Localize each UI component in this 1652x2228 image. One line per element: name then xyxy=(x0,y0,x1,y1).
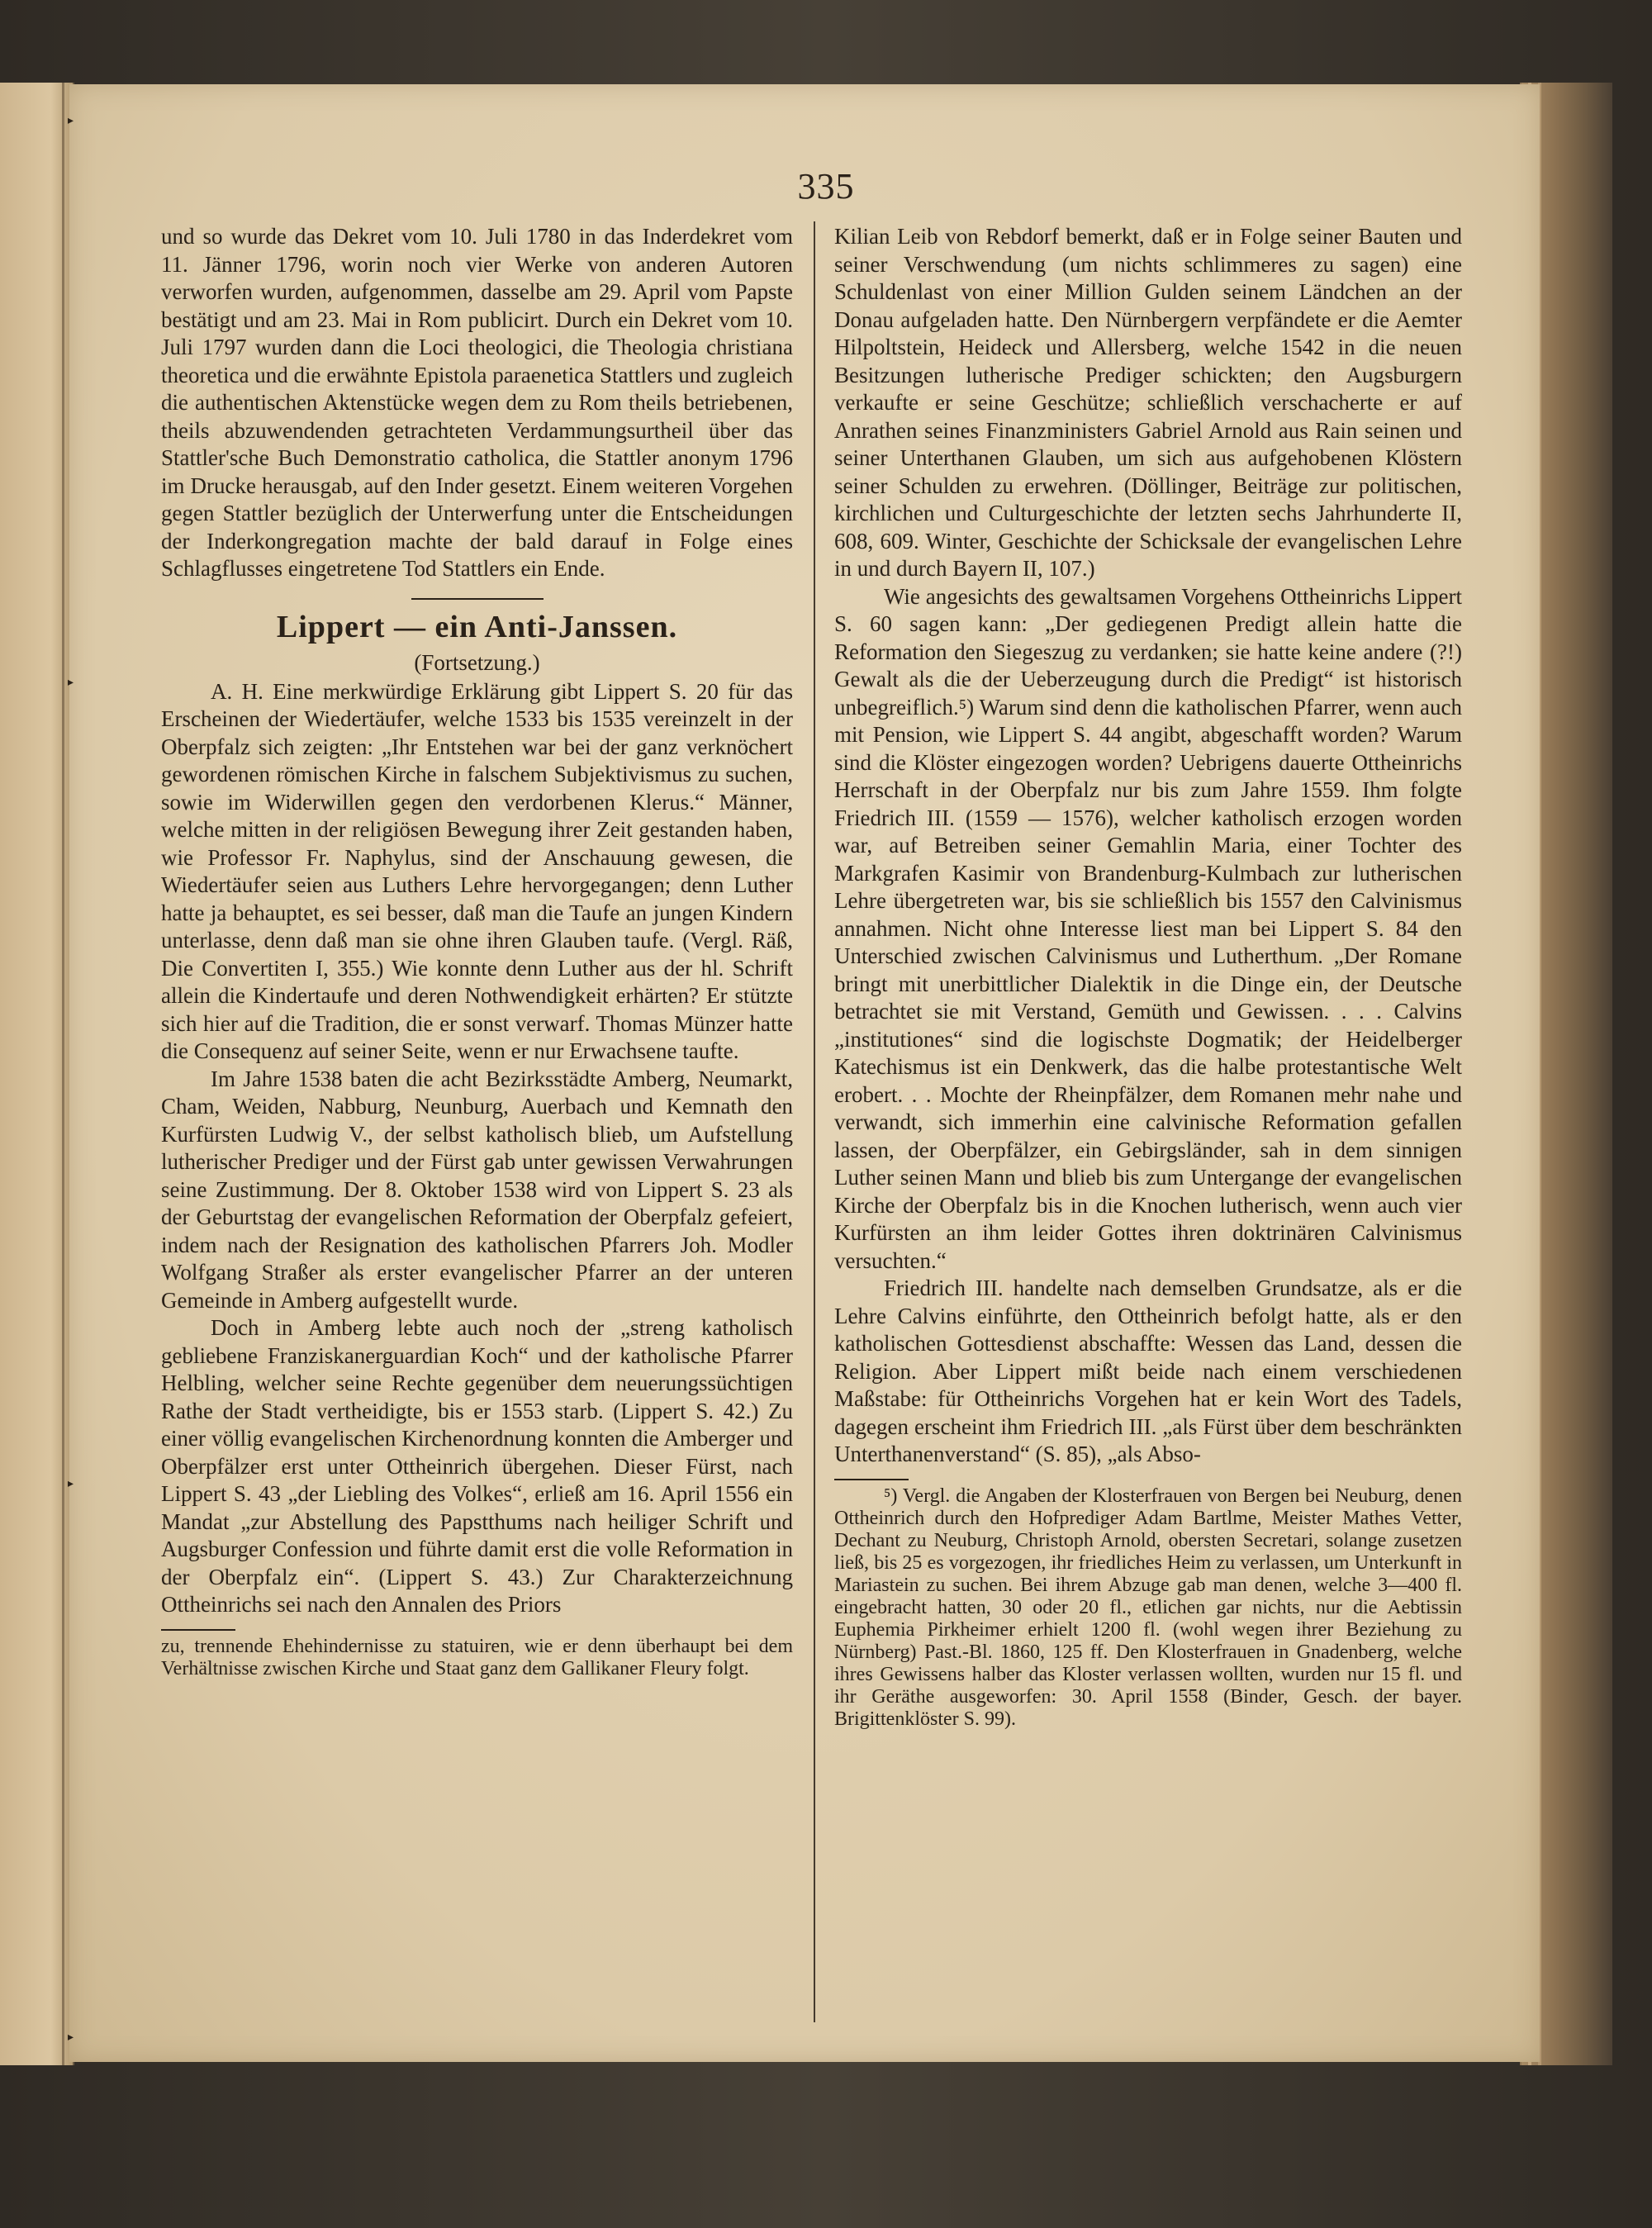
footnote-rule xyxy=(834,1479,909,1480)
paragraph: Doch in Amberg lebte auch noch der „streng katholisch gebliebene Franziskanerguardian Koch“ und der katholische Pfarrer Helbling, welcher seine Rechte gegenüber dem neuerungssüchtigen Rathe der Stadt vertheidigte, bis er 1553 starb. (Lippert S. 42.) Zu einer völlig evangelischen Kirchenordnung konnten die Amberger und Oberpfälzer erst unter Ottheinrich übergehen. Dieser Fürst, nach Lippert S. 43 „der Liebling des Volkes“, erließ am 16. April 1556 ein Mandat „zur Abstellung des Papstthums nach heiliger Schrift und Augsburger Confession und führte damit erst die volle Reformation in der Oberpfalz ein“. (Lippert S. 43.) Zur Charakterzeichnung Ottheinrichs sei nach den Annalen des Priors xyxy=(161,1315,793,1617)
paragraph: A. H. Eine merkwürdige Erklärung gibt Lippert S. 20 für das Erscheinen der Wiedertäufer, welche 1533 bis 1535 vereinzelt in der Oberpfalz sich zeigten: „Ihr Entstehen war bei der ganz verknöchert gewordenen römischen Kirche in falschem Subjektivismus zu suchen, sowie im Widerwillen gegen den verdorbenen Klerus.“ Männer, welche mitten in der religiösen Bewegung ihrer Zeit gestanden haben, wie Professor Fr. Naphylus, sind der Anschauung gewesen, die Wiedertäufer seien aus Luthers Lehre hervorgegangen; denn Luther hatte ja behauptet, es sei besser, daß man die Taufe an jungen Kindern unterlasse, denn daß man sie ohne ihren Glauben taufe. (Vergl. Räß, Die Convertiten I, 355.) Wie konnte denn Luther aus der hl. Schrift allein die Kindertaufe und deren Nothwendigkeit erhärten? Er stützte sich hier auf die Tradition, die er sonst verwarf. Thomas Münzer hatte die Consequenz auf seiner Seite, wenn er nur Erwachsene taufte. xyxy=(161,678,793,1063)
page-number: 335 xyxy=(797,166,855,207)
section-title: Lippert — ein Anti-Janssen. xyxy=(276,609,678,644)
binding-thread-mark: ▸ xyxy=(68,1477,74,1490)
left-column xyxy=(161,223,793,1680)
right-column xyxy=(834,223,1462,1731)
column-divider xyxy=(814,221,815,2022)
footnote: ⁵) Vergl. die Angaben der Klosterfrauen von Bergen bei Neuburg, denen Ottheinrich durch den Hofprediger Adam Bartlme, Meister Mathes Vetter, Dechant zu Neuburg, Christoph Arnold, obersten Secretari, solange zusetzen ließ, bis 25 es vorgezogen, ihr friedliches Heim zu verlassen, um Unterkunft in Mariastein zu suchen. Bei ihrem Abzuge gab man denen, welche 3—400 fl. eingebracht hatten, 30 oder 20 fl., etlichen gar nichts, nur die Aebtissin Euphemia Pirkheimer erhielt 1200 fl. (wohl wegen ihrer Beziehung zu Nürnberg) Past.-Bl. 1860, 125 ff. Den Klosterfrauen in Gnadenberg, welche ihres Gewissens halber das Kloster verlassen wollten, wurden nur 15 fl. und ihr Geräthe ausgeworfen: 30. April 1558 (Binder, Gesch. der bayer. Brigittenklöster S. 99). xyxy=(834,1485,1462,1730)
paragraph: Friedrich III. handelte nach demselben Grundsatze, als er die Lehre Calvins einführte, den Ottheinrich befolgt hatte, als er den katholischen Gottesdienst abschaffte: Wessen das Land, dessen die Religion. Aber Lippert mißt beide nach einem verschiedenen Maßstabe: für Ottheinrichs Vorgehen hat er kein Wort des Tadels, dagegen erscheint ihm Friedrich III. „als Fürst über dem beschränkten Unterthanenverstand“ (S. 85), „als Abso- xyxy=(834,1276,1462,1466)
footnote-rule xyxy=(161,1629,235,1631)
paragraph: Kilian Leib von Rebdorf bemerkt, daß er in Folge seiner Bauten und seiner Verschwendung (um nichts schlimmeres zu sagen) eine Schuldenlast von einer Million Gulden seinem Ländchen an der Donau aufgeladen hatte. Den Nürnbergern verpfändete er die Aemter Hilpoltstein, Heideck und Allersberg, welche 1542 in die neuen Besitzungen lutherische Prediger schickten; den Augsburgern verkaufte er seine Geschütze; schließlich verschacherte er auf Anrathen seines Finanzministers Gabriel Arnold aus Rain seinen und seiner Unterthanen Glauben, um sich aus aufgehobenen Klöstern seiner Schulden zu erwehren. (Döllinger, Beiträge zur politischen, kirchlichen und Culturgeschichte der letzten sechs Jahrhunderte II, 608, 609. Winter, Geschichte der Schicksale der evangelischen Lehre in und durch Bayern II, 107.) xyxy=(834,224,1462,581)
binding-thread-mark: ▸ xyxy=(68,114,74,127)
paragraph: Wie angesichts des gewaltsamen Vorgehens Ottheinrichs Lippert S. 60 sagen kann: „Der gediegenen Predigt allein hatte die Reformation den Siegeszug zu verdanken; sie hatte keine andere (?!) Gewalt als die der Ueberzeugung durch die Predigt“ ist historisch unbegreiflich.⁵) Warum sind denn die katholischen Pfarrer, wenn auch mit Pension, wie Lippert S. 44 angibt, abgeschafft worden? Warum sind die Klöster eingezogen worden? Uebrigens dauerte Ottheinrichs Herrschaft in der Oberpfalz nur bis zum Jahre 1559. Ihm folgte Friedrich III. (1559 — 1576), welcher katholisch erzogen worden war, auf Betreiben seiner Gemahlin Maria, einer Tochter des Markgrafen Kasimir von Brandenburg-Kulmbach zur lutherischen Lehre übergetreten war, bis sie schließlich bis 1557 den Calvinismus annahmen. Nicht ohne Interesse liest man bei Lippert S. 84 den Unterschied zwischen Calvinismus und Lutherthum. „Der Romane bringt mit unerbittlicher Dialektik in die Dinge ein, der Deutsche betrachtet sie mit Verstand, Gemüth und Gewissen. . . . Calvins „institutiones“ sind die logischste Dogmatik; der Heidelberger Katechismus ist ein Denkwerk, das die halbe protestantische Welt erobert. . . Mochte der Rheinpfälzer, dem Romanen mehr nahe und verwandt, sich immerhin eine calvinische Reformation gefallen lassen, der Oberpfälzer, ein Gebirgsländer, sah in dem sinnigen Luther seinen Mann und blieb bis zum Untergange der evangelischen Kirche der Oberpfalz bis in die Knochen lutherisch, wenn auch vier Kurfürsten an ihm leider Gottes ihren doktrinären Calvinismus versuchten.“ xyxy=(834,583,1462,1273)
section-subtitle: (Fortsetzung.) xyxy=(414,649,540,675)
section-separator xyxy=(411,598,544,600)
paragraph: Im Jahre 1538 baten die acht Bezirksstädte Amberg, Neumarkt, Cham, Weiden, Nabburg, Neunburg, Auerbach und Kemnath den Kurfürsten Ludwig V., der selbst katholisch blieb, um Aufstellung lutherischer Prediger und der Fürst gab unter gewissen Verwahrungen seine Zustimmung. Der 8. Oktober 1538 wird von Lippert S. 23 als der Geburtstag der evangelischen Reformation der Oberpfalz gefeiert, indem nach der Resignation des katholischen Pfarrers Joh. Modler Wolfgang Straßer als erster evangelischer Pfarrer an der unteren Gemeinde in Amberg aufgestellt wurde. xyxy=(161,1066,793,1313)
binding-thread-mark: ▸ xyxy=(68,676,74,689)
facing-page-edge xyxy=(0,83,74,2065)
paragraph: und so wurde das Dekret vom 10. Juli 1780 in das Inderdekret vom 11. Jänner 1796, worin noch vier Werke von anderen Autoren verworfen wurden, aufgenommen, dasselbe am 29. April vom Papste bestätigt und am 23. Mai in Rom publicirt. Durch ein Dekret vom 10. Juli 1797 wurden dann die Loci theologici, die Theologia christiana theoretica und die erwähnte Epistola paraenetica Stattlers und zugleich die authentischen Aktenstücke wegen dem zu Rom theils betriebenen, theils abzuwendenden getrachteten Verdammungsurtheil über das Stattler'sche Buch Demonstratio catholica, die Stattler anonym 1796 im Drucke herausgab, auf den Inder gesetzt. Einem weiteren Vorgehen gegen Stattler bezüglich der Unterwerfung unter die Entscheidungen der Inderkongregation machte der bald darauf in Folge eines Schlagflusses eingetretene Tod Stattlers ein Ende. xyxy=(161,224,793,581)
binding-thread-mark: ▸ xyxy=(68,2031,74,2044)
footnote: zu, trennende Ehehindernisse zu statuiren, wie er denn überhaupt bei dem Verhältnisse zwischen Kirche und Staat ganz dem Gallikaner Fleury folgt. xyxy=(161,1635,793,1679)
